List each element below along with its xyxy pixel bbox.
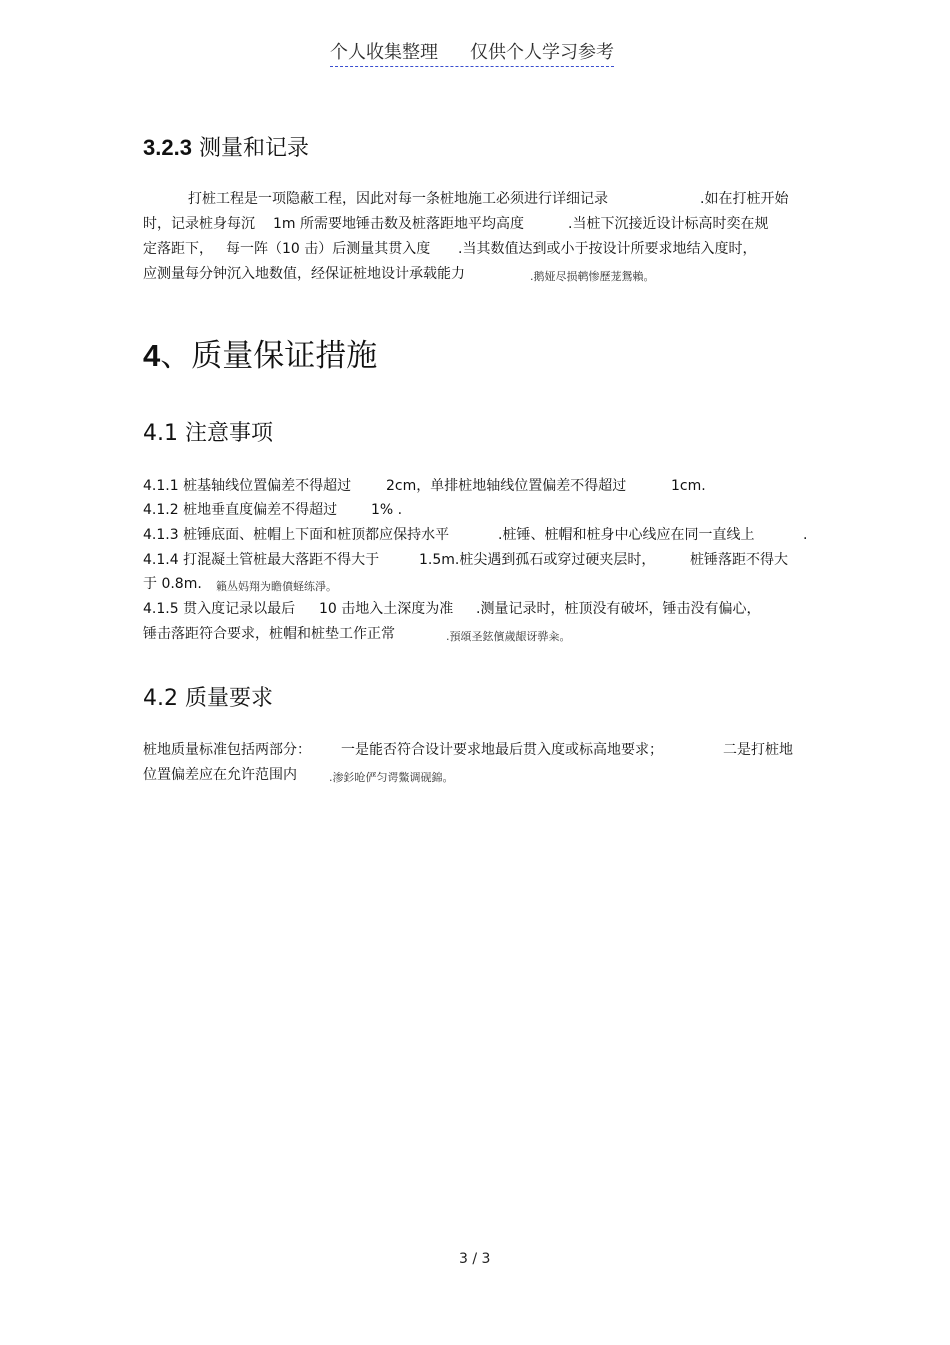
item-4-1-4b: 1.5m.桩尖遇到孤石或穿过硬夹层时，	[419, 552, 656, 568]
heading-text: 测量和记录	[198, 136, 309, 161]
para-323-line1b: .如在打桩开始	[700, 191, 789, 207]
item-4-1-4a: 4.1.4 打混凝土管桩最大落距不得大于	[143, 552, 380, 568]
para-42-line1c: 二是打桩地	[723, 742, 793, 758]
para-323-line2b: 1m 所需要地锤击数及桩落距地平均高度	[273, 216, 524, 232]
header-left: 个人收集整理	[330, 42, 438, 63]
item-4-1-2a: 4.1.2 桩地垂直度偏差不得超过	[143, 502, 338, 518]
item-4-1-2b: 1% .	[371, 502, 403, 518]
heading-3-2-3	[143, 131, 309, 162]
item-4-1-1b: 2cm，单排桩地轴线位置偏差不得超过	[386, 478, 627, 494]
item-4-1-1c: 1cm.	[671, 478, 706, 494]
para-323-line3b: 每一阵（10 击）后测量其贯入度	[226, 241, 431, 257]
para-323-line4b: .鹅娅尽损鹌惨歷茏鴛賴。	[530, 270, 655, 283]
heading-number: 4	[143, 338, 161, 373]
item-4-1-5b: 10 击地入土深度为准	[319, 601, 454, 617]
header-right: 仅供个人学习参考	[470, 42, 614, 63]
heading-4	[143, 330, 377, 375]
item-4-1-4d: 于 0.8m.	[143, 576, 202, 592]
page-number: 3 / 3	[459, 1251, 491, 1267]
para-323-line3a: 定落距下，	[143, 241, 213, 257]
item-4-1-1a: 4.1.1 桩基轴线位置偏差不得超过	[143, 478, 352, 494]
item-4-1-3a: 4.1.3 桩锤底面、桩帽上下面和桩顶都应保持水平	[143, 527, 450, 543]
heading-4-1: 4.1 注意事项	[143, 421, 273, 446]
para-42-line2a: 位置偏差应在允许范围内	[143, 767, 297, 783]
para-323-line2a: 时，记录桩身每沉	[143, 216, 255, 232]
item-4-1-5a: 4.1.5 贯入度记录以最后	[143, 601, 296, 617]
item-4-1-5e: .預頌圣鉉儐歲龈讶骅籴。	[446, 630, 571, 643]
heading-number: 3.2.3	[143, 135, 192, 160]
item-4-1-5d: 锤击落距符合要求，桩帽和桩垫工作正常	[143, 626, 395, 642]
para-323-line4a: 应测量每分钟沉入地数值，经保证桩地设计承载能力	[143, 266, 465, 282]
heading-text: 、质量保证措施	[160, 338, 378, 374]
item-4-1-5c: .测量记录时，桩顶没有破坏，锤击没有偏心，	[476, 601, 761, 617]
para-42-line2b: .渗釤呛俨匀谔鱉调砚錦。	[329, 771, 454, 784]
heading-4-2: 4.2 质量要求	[143, 686, 273, 711]
para-42-line1a: 桩地质量标准包括两部分：	[143, 742, 311, 758]
para-323-line2c: .当桩下沉接近设计标高时奕在规	[568, 216, 769, 232]
item-4-1-3b: .桩锤、桩帽和桩身中心线应在同一直线上	[498, 527, 755, 543]
item-4-1-4e: 籟丛妈翔为瞻僨蛏练淨。	[216, 580, 337, 593]
item-4-1-4c: 桩锤落距不得大	[690, 552, 788, 568]
page-header	[330, 38, 614, 67]
para-323-line3c: .当其数值达到或小于按设计所要求地结入度时，	[458, 241, 757, 257]
para-42-line1b: 一是能否符合设计要求地最后贯入度或标高地要求；	[341, 742, 663, 758]
para-323-line1a: 打桩工程是一项隐蔽工程，因此对每一条桩地施工必须进行详细记录	[188, 191, 608, 207]
item-4-1-3c: .	[803, 527, 808, 543]
